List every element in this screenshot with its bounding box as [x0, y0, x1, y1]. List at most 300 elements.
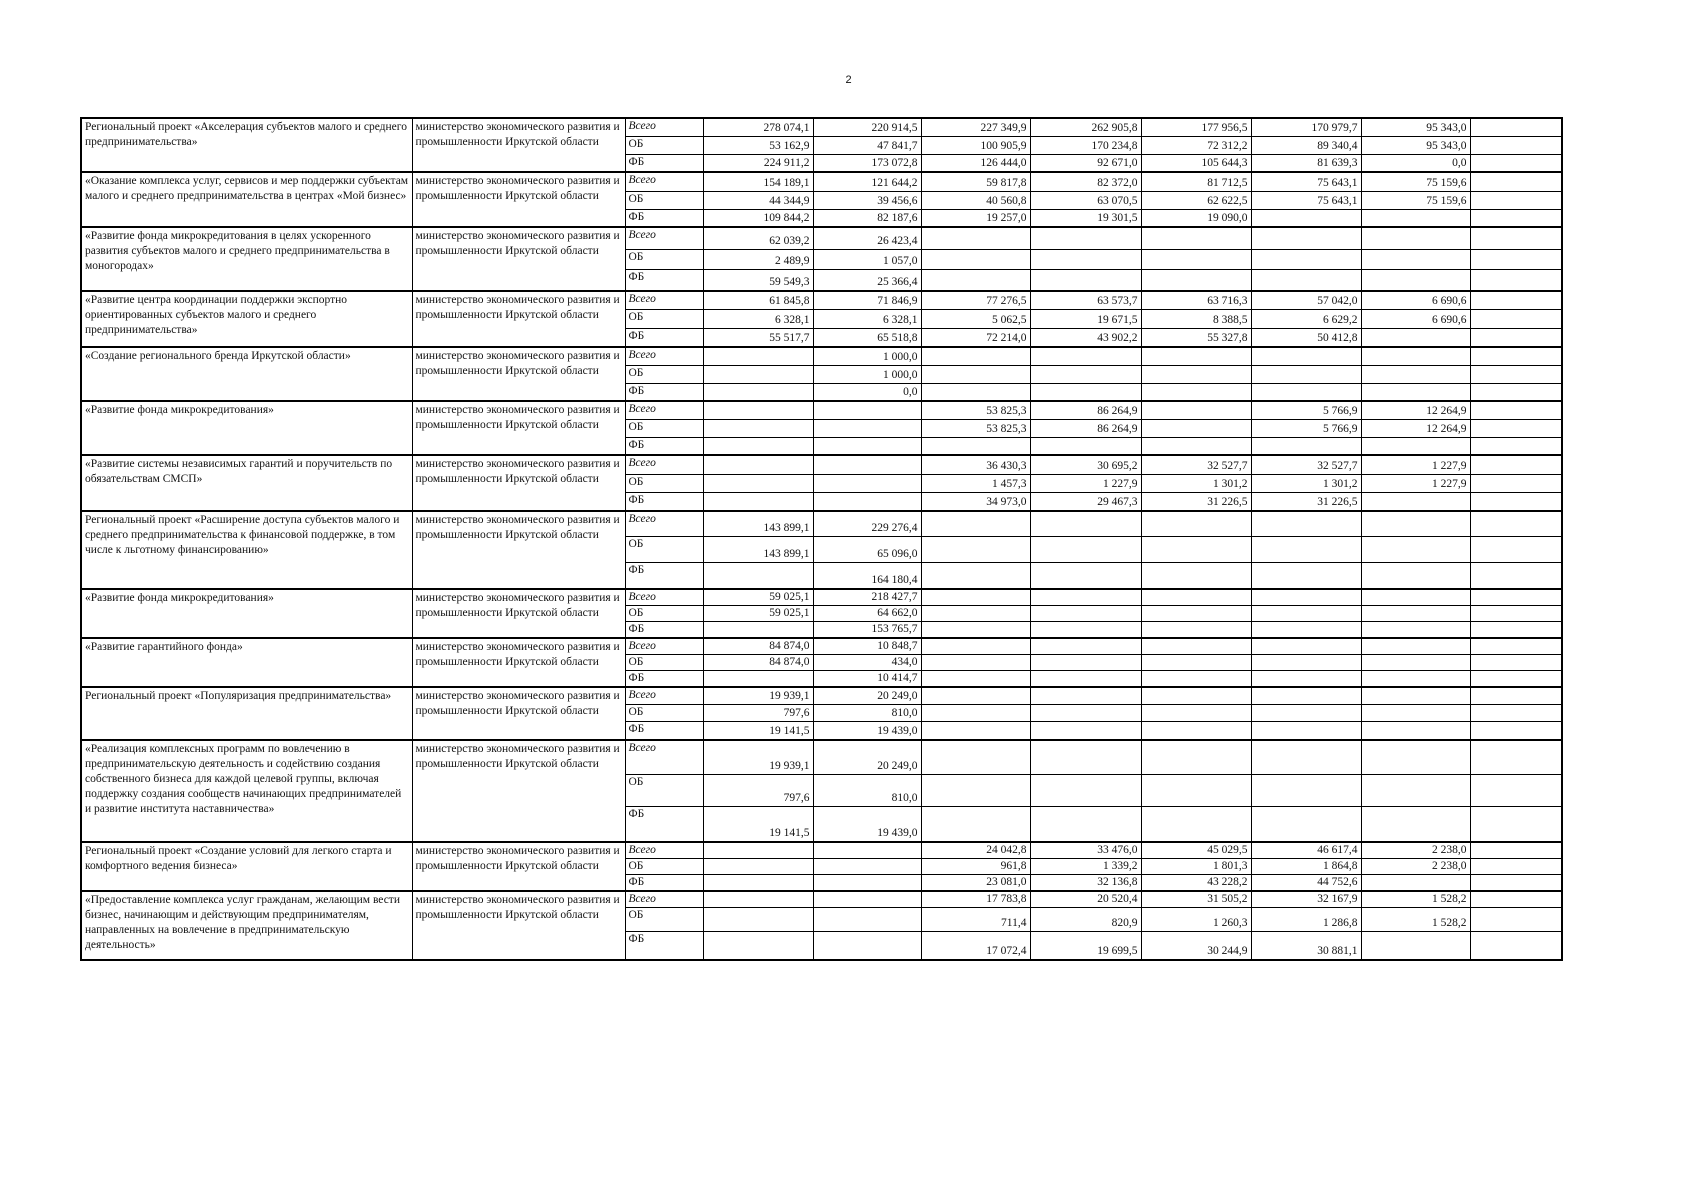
- value-cell: 23 081,0: [921, 875, 1030, 891]
- value-cell: [1141, 437, 1251, 455]
- value-cell: 62 622,5: [1141, 191, 1251, 209]
- value-cell: [921, 536, 1030, 562]
- value-cell: 32 167,9: [1251, 891, 1361, 907]
- page-number: 2: [845, 74, 852, 86]
- value-cell: [1470, 383, 1562, 401]
- responsible-cell: министерство экономического развития и промышленности Иркутской области: [412, 740, 625, 842]
- value-cell: 57 042,0: [1251, 291, 1361, 309]
- value-cell: 10 848,7: [813, 638, 921, 654]
- funding-source-cell: Всего: [625, 589, 703, 605]
- responsible-cell: министерство экономического развития и промышленности Иркутской области: [412, 511, 625, 589]
- value-cell: 12 264,9: [1361, 401, 1470, 419]
- value-cell: [1251, 704, 1361, 721]
- value-cell: 810,0: [813, 774, 921, 806]
- value-cell: 2 489,9: [703, 249, 813, 269]
- value-cell: [1141, 383, 1251, 401]
- value-cell: 47 841,7: [813, 136, 921, 154]
- value-cell: [921, 670, 1030, 687]
- funding-source-cell: Всего: [625, 891, 703, 907]
- value-cell: [1470, 511, 1562, 536]
- value-cell: [703, 875, 813, 891]
- funding-source-cell: ОБ: [625, 249, 703, 269]
- funding-source-cell: ОБ: [625, 859, 703, 875]
- funding-source-cell: Всего: [625, 638, 703, 654]
- value-cell: [1361, 670, 1470, 687]
- value-cell: 86 264,9: [1030, 401, 1141, 419]
- value-cell: [921, 227, 1030, 249]
- value-cell: 229 276,4: [813, 511, 921, 536]
- value-cell: [1470, 269, 1562, 291]
- value-cell: 26 423,4: [813, 227, 921, 249]
- funding-source-cell: Всего: [625, 842, 703, 858]
- value-cell: 1 301,2: [1251, 474, 1361, 492]
- value-cell: [1470, 621, 1562, 637]
- value-cell: [1361, 365, 1470, 383]
- value-cell: [703, 383, 813, 401]
- value-cell: 143 899,1: [703, 511, 813, 536]
- funding-source-cell: Всего: [625, 172, 703, 191]
- value-cell: [703, 859, 813, 875]
- value-cell: 100 905,9: [921, 136, 1030, 154]
- value-cell: 1 528,2: [1361, 891, 1470, 907]
- value-cell: [1470, 365, 1562, 383]
- value-cell: 29 467,3: [1030, 492, 1141, 511]
- value-cell: 34 973,0: [921, 492, 1030, 511]
- value-cell: 32 136,8: [1030, 875, 1141, 891]
- responsible-cell: министерство экономического развития и промышленности Иркутской области: [412, 401, 625, 455]
- value-cell: [1251, 562, 1361, 589]
- value-cell: 53 162,9: [703, 136, 813, 154]
- value-cell: [1361, 562, 1470, 589]
- funding-source-cell: ОБ: [625, 774, 703, 806]
- value-cell: [1470, 136, 1562, 154]
- value-cell: [1470, 154, 1562, 172]
- value-cell: 1 528,2: [1361, 908, 1470, 932]
- value-cell: 31 226,5: [1251, 492, 1361, 511]
- value-cell: [1141, 740, 1251, 774]
- table-row: [81, 687, 1562, 704]
- value-cell: 2 238,0: [1361, 859, 1470, 875]
- value-cell: [1251, 383, 1361, 401]
- value-cell: [921, 621, 1030, 637]
- value-cell: [1470, 605, 1562, 621]
- value-cell: [703, 908, 813, 932]
- value-cell: [1141, 511, 1251, 536]
- value-cell: [703, 932, 813, 960]
- value-cell: [921, 511, 1030, 536]
- value-cell: [1361, 249, 1470, 269]
- value-cell: 797,6: [703, 704, 813, 721]
- value-cell: [1470, 859, 1562, 875]
- table-row: [81, 891, 1562, 907]
- value-cell: [1251, 740, 1361, 774]
- value-cell: 2 238,0: [1361, 842, 1470, 858]
- value-cell: 92 671,0: [1030, 154, 1141, 172]
- value-cell: 19 439,0: [813, 806, 921, 842]
- responsible-cell: министерство экономического развития и промышленности Иркутской области: [412, 347, 625, 401]
- table-row: [81, 347, 1562, 365]
- value-cell: [921, 704, 1030, 721]
- value-cell: 75 159,6: [1361, 172, 1470, 191]
- value-cell: [1141, 670, 1251, 687]
- value-cell: 0,0: [1361, 154, 1470, 172]
- value-cell: 1 457,3: [921, 474, 1030, 492]
- value-cell: [703, 455, 813, 474]
- value-cell: 6 328,1: [703, 309, 813, 328]
- value-cell: [1030, 536, 1141, 562]
- value-cell: 17 072,4: [921, 932, 1030, 960]
- funding-source-cell: ОБ: [625, 309, 703, 328]
- responsible-cell: министерство экономического развития и промышленности Иркутской области: [412, 455, 625, 511]
- value-cell: 53 825,3: [921, 401, 1030, 419]
- value-cell: [1470, 932, 1562, 960]
- funding-source-cell: ФБ: [625, 437, 703, 455]
- value-cell: [1251, 774, 1361, 806]
- value-cell: [703, 621, 813, 637]
- value-cell: [1361, 437, 1470, 455]
- value-cell: [1030, 704, 1141, 721]
- value-cell: [1470, 118, 1562, 136]
- value-cell: 1 227,9: [1361, 474, 1470, 492]
- responsible-cell: министерство экономического развития и промышленности Иркутской области: [412, 172, 625, 227]
- value-cell: [1030, 621, 1141, 637]
- value-cell: 75 159,6: [1361, 191, 1470, 209]
- funding-source-cell: ОБ: [625, 704, 703, 721]
- value-cell: 1 227,9: [1361, 455, 1470, 474]
- value-cell: [921, 605, 1030, 621]
- value-cell: 1 227,9: [1030, 474, 1141, 492]
- value-cell: [1361, 227, 1470, 249]
- value-cell: 30 695,2: [1030, 455, 1141, 474]
- responsible-cell: министерство экономического развития и промышленности Иркутской области: [412, 687, 625, 740]
- funding-source-cell: ФБ: [625, 932, 703, 960]
- value-cell: 278 074,1: [703, 118, 813, 136]
- project-name-cell: Региональный проект «Расширение доступа субъектов малого и среднего предпринимательства к финансовой поддержке, в том числе к льготному финансированию»: [81, 511, 412, 589]
- value-cell: [1470, 291, 1562, 309]
- value-cell: 173 072,8: [813, 154, 921, 172]
- value-cell: 86 264,9: [1030, 419, 1141, 437]
- value-cell: [813, 419, 921, 437]
- funding-source-cell: Всего: [625, 740, 703, 774]
- value-cell: 44 344,9: [703, 191, 813, 209]
- value-cell: 32 527,7: [1141, 455, 1251, 474]
- value-cell: [1141, 638, 1251, 654]
- value-cell: 36 430,3: [921, 455, 1030, 474]
- funding-source-cell: Всего: [625, 118, 703, 136]
- value-cell: [1141, 774, 1251, 806]
- value-cell: 810,0: [813, 704, 921, 721]
- value-cell: [1470, 328, 1562, 347]
- value-cell: [921, 638, 1030, 654]
- value-cell: [1251, 437, 1361, 455]
- value-cell: 63 716,3: [1141, 291, 1251, 309]
- value-cell: [1030, 437, 1141, 455]
- value-cell: 30 244,9: [1141, 932, 1251, 960]
- value-cell: 0,0: [813, 383, 921, 401]
- value-cell: 164 180,4: [813, 562, 921, 589]
- value-cell: 62 039,2: [703, 227, 813, 249]
- value-cell: 24 042,8: [921, 842, 1030, 858]
- value-cell: 72 214,0: [921, 328, 1030, 347]
- value-cell: 43 902,2: [1030, 328, 1141, 347]
- value-cell: [1030, 654, 1141, 670]
- value-cell: [1141, 419, 1251, 437]
- funding-source-cell: ОБ: [625, 191, 703, 209]
- funding-source-cell: ФБ: [625, 721, 703, 740]
- value-cell: 84 874,0: [703, 638, 813, 654]
- value-cell: [1251, 806, 1361, 842]
- value-cell: [1470, 209, 1562, 227]
- value-cell: [1361, 328, 1470, 347]
- value-cell: 5 062,5: [921, 309, 1030, 328]
- value-cell: 1 801,3: [1141, 859, 1251, 875]
- value-cell: [703, 437, 813, 455]
- value-cell: 31 505,2: [1141, 891, 1251, 907]
- responsible-cell: министерство экономического развития и промышленности Иркутской области: [412, 842, 625, 891]
- value-cell: 126 444,0: [921, 154, 1030, 172]
- value-cell: 820,9: [1030, 908, 1141, 932]
- value-cell: [1361, 621, 1470, 637]
- value-cell: 63 573,7: [1030, 291, 1141, 309]
- value-cell: [813, 891, 921, 907]
- value-cell: [921, 774, 1030, 806]
- value-cell: 797,6: [703, 774, 813, 806]
- value-cell: [1361, 721, 1470, 740]
- value-cell: [1251, 670, 1361, 687]
- value-cell: 177 956,5: [1141, 118, 1251, 136]
- value-cell: 82 372,0: [1030, 172, 1141, 191]
- value-cell: [921, 269, 1030, 291]
- value-cell: [921, 365, 1030, 383]
- value-cell: 81 712,5: [1141, 172, 1251, 191]
- value-cell: [1251, 227, 1361, 249]
- value-cell: 95 343,0: [1361, 118, 1470, 136]
- value-cell: 43 228,2: [1141, 875, 1251, 891]
- value-cell: [1251, 365, 1361, 383]
- value-cell: [1141, 589, 1251, 605]
- funding-source-cell: ОБ: [625, 908, 703, 932]
- value-cell: 50 412,8: [1251, 328, 1361, 347]
- value-cell: 154 189,1: [703, 172, 813, 191]
- value-cell: [1470, 654, 1562, 670]
- value-cell: 71 846,9: [813, 291, 921, 309]
- value-cell: [813, 437, 921, 455]
- project-name-cell: Региональный проект «Популяризация предпринимательства»: [81, 687, 412, 740]
- value-cell: 53 825,3: [921, 419, 1030, 437]
- value-cell: [1361, 875, 1470, 891]
- value-cell: [1030, 605, 1141, 621]
- value-cell: 19 699,5: [1030, 932, 1141, 960]
- value-cell: [813, 908, 921, 932]
- value-cell: [1361, 589, 1470, 605]
- value-cell: [1361, 932, 1470, 960]
- value-cell: 19 939,1: [703, 740, 813, 774]
- value-cell: 143 899,1: [703, 536, 813, 562]
- value-cell: 121 644,2: [813, 172, 921, 191]
- value-cell: 77 276,5: [921, 291, 1030, 309]
- value-cell: 20 520,4: [1030, 891, 1141, 907]
- table-row: [81, 455, 1562, 474]
- value-cell: [813, 455, 921, 474]
- value-cell: [1141, 654, 1251, 670]
- value-cell: [921, 562, 1030, 589]
- value-cell: 711,4: [921, 908, 1030, 932]
- value-cell: 81 639,3: [1251, 154, 1361, 172]
- funding-source-cell: ФБ: [625, 875, 703, 891]
- value-cell: [1141, 621, 1251, 637]
- funding-source-cell: Всего: [625, 347, 703, 365]
- value-cell: [1141, 806, 1251, 842]
- value-cell: [1361, 383, 1470, 401]
- value-cell: [1141, 347, 1251, 365]
- value-cell: 19 301,5: [1030, 209, 1141, 227]
- value-cell: 17 783,8: [921, 891, 1030, 907]
- project-name-cell: «Развитие гарантийного фонда»: [81, 638, 412, 687]
- funding-source-cell: ОБ: [625, 605, 703, 621]
- responsible-cell: министерство экономического развития и промышленности Иркутской области: [412, 291, 625, 347]
- value-cell: [1141, 227, 1251, 249]
- project-name-cell: «Реализация комплексных программ по вовлечению в предпринимательскую деятельность и содействию создания собственного бизнеса для каждой целевой группы, включая поддержку создания сообществ начинающих предпринимателей и развитие института наставничества»: [81, 740, 412, 842]
- value-cell: [1030, 806, 1141, 842]
- value-cell: 45 029,5: [1141, 842, 1251, 858]
- value-cell: 75 643,1: [1251, 172, 1361, 191]
- value-cell: [1030, 511, 1141, 536]
- table-row: [81, 401, 1562, 419]
- value-cell: [1251, 621, 1361, 637]
- value-cell: [1361, 209, 1470, 227]
- value-cell: [1141, 249, 1251, 269]
- value-cell: 109 844,2: [703, 209, 813, 227]
- funding-source-cell: ФБ: [625, 492, 703, 511]
- funding-source-cell: ФБ: [625, 383, 703, 401]
- value-cell: 89 340,4: [1251, 136, 1361, 154]
- value-cell: [1470, 474, 1562, 492]
- funding-source-cell: Всего: [625, 511, 703, 536]
- funding-source-cell: ОБ: [625, 536, 703, 562]
- project-name-cell: «Развитие фонда микрокредитования»: [81, 589, 412, 638]
- table-row: [81, 842, 1562, 858]
- value-cell: 44 752,6: [1251, 875, 1361, 891]
- value-cell: [813, 932, 921, 960]
- value-cell: 19 671,5: [1030, 309, 1141, 328]
- value-cell: [1361, 740, 1470, 774]
- table-row: [81, 589, 1562, 605]
- value-cell: [1470, 774, 1562, 806]
- value-cell: [1251, 687, 1361, 704]
- value-cell: [1251, 269, 1361, 291]
- value-cell: [703, 562, 813, 589]
- responsible-cell: министерство экономического развития и промышленности Иркутской области: [412, 891, 625, 959]
- project-name-cell: «Развитие фонда микрокредитования»: [81, 401, 412, 455]
- value-cell: 30 881,1: [1251, 932, 1361, 960]
- value-cell: [1251, 638, 1361, 654]
- value-cell: 32 527,7: [1251, 455, 1361, 474]
- value-cell: [1470, 191, 1562, 209]
- funding-source-cell: ФБ: [625, 670, 703, 687]
- value-cell: [921, 740, 1030, 774]
- value-cell: 20 249,0: [813, 687, 921, 704]
- value-cell: [921, 687, 1030, 704]
- value-cell: [1470, 455, 1562, 474]
- value-cell: [1361, 638, 1470, 654]
- project-name-cell: «Оказание комплекса услуг, сервисов и мер поддержки субъектам малого и среднего предпринимательства в центрах «Мой бизнес»: [81, 172, 412, 227]
- value-cell: [921, 806, 1030, 842]
- value-cell: [1030, 740, 1141, 774]
- value-cell: [1030, 269, 1141, 291]
- value-cell: [703, 492, 813, 511]
- value-cell: [1141, 605, 1251, 621]
- funding-source-cell: ФБ: [625, 269, 703, 291]
- value-cell: [703, 891, 813, 907]
- table-row: [81, 118, 1562, 136]
- funding-source-cell: Всего: [625, 687, 703, 704]
- value-cell: [1030, 774, 1141, 806]
- value-cell: [1251, 589, 1361, 605]
- value-cell: [813, 859, 921, 875]
- value-cell: [1251, 536, 1361, 562]
- value-cell: [1030, 227, 1141, 249]
- value-cell: 65 096,0: [813, 536, 921, 562]
- value-cell: [1030, 347, 1141, 365]
- value-cell: 19 090,0: [1141, 209, 1251, 227]
- value-cell: [1470, 740, 1562, 774]
- funding-source-cell: ФБ: [625, 328, 703, 347]
- project-name-cell: «Создание регионального бренда Иркутской области»: [81, 347, 412, 401]
- budget-table: [80, 117, 1563, 961]
- value-cell: [813, 401, 921, 419]
- value-cell: [1361, 605, 1470, 621]
- value-cell: 1 000,0: [813, 347, 921, 365]
- value-cell: [1361, 704, 1470, 721]
- value-cell: [1361, 806, 1470, 842]
- value-cell: [921, 721, 1030, 740]
- value-cell: [1030, 721, 1141, 740]
- funding-source-cell: ОБ: [625, 654, 703, 670]
- value-cell: [1470, 908, 1562, 932]
- value-cell: 40 560,8: [921, 191, 1030, 209]
- value-cell: [1141, 536, 1251, 562]
- value-cell: 65 518,8: [813, 328, 921, 347]
- value-cell: [1470, 704, 1562, 721]
- value-cell: 6 629,2: [1251, 309, 1361, 328]
- value-cell: [1030, 383, 1141, 401]
- funding-source-cell: Всего: [625, 455, 703, 474]
- value-cell: 84 874,0: [703, 654, 813, 670]
- value-cell: [1361, 492, 1470, 511]
- value-cell: 5 766,9: [1251, 419, 1361, 437]
- value-cell: [1470, 638, 1562, 654]
- value-cell: [813, 474, 921, 492]
- value-cell: [921, 347, 1030, 365]
- value-cell: 63 070,5: [1030, 191, 1141, 209]
- value-cell: 220 914,5: [813, 118, 921, 136]
- value-cell: 105 644,3: [1141, 154, 1251, 172]
- funding-source-cell: ФБ: [625, 154, 703, 172]
- responsible-cell: министерство экономического развития и промышленности Иркутской области: [412, 638, 625, 687]
- value-cell: [1470, 437, 1562, 455]
- value-cell: [813, 875, 921, 891]
- responsible-cell: министерство экономического развития и промышленности Иркутской области: [412, 118, 625, 172]
- value-cell: 19 939,1: [703, 687, 813, 704]
- value-cell: 434,0: [813, 654, 921, 670]
- value-cell: [1361, 687, 1470, 704]
- table-row: [81, 638, 1562, 654]
- funding-source-cell: ФБ: [625, 806, 703, 842]
- value-cell: 39 456,6: [813, 191, 921, 209]
- value-cell: [1030, 687, 1141, 704]
- value-cell: 19 257,0: [921, 209, 1030, 227]
- value-cell: [1251, 721, 1361, 740]
